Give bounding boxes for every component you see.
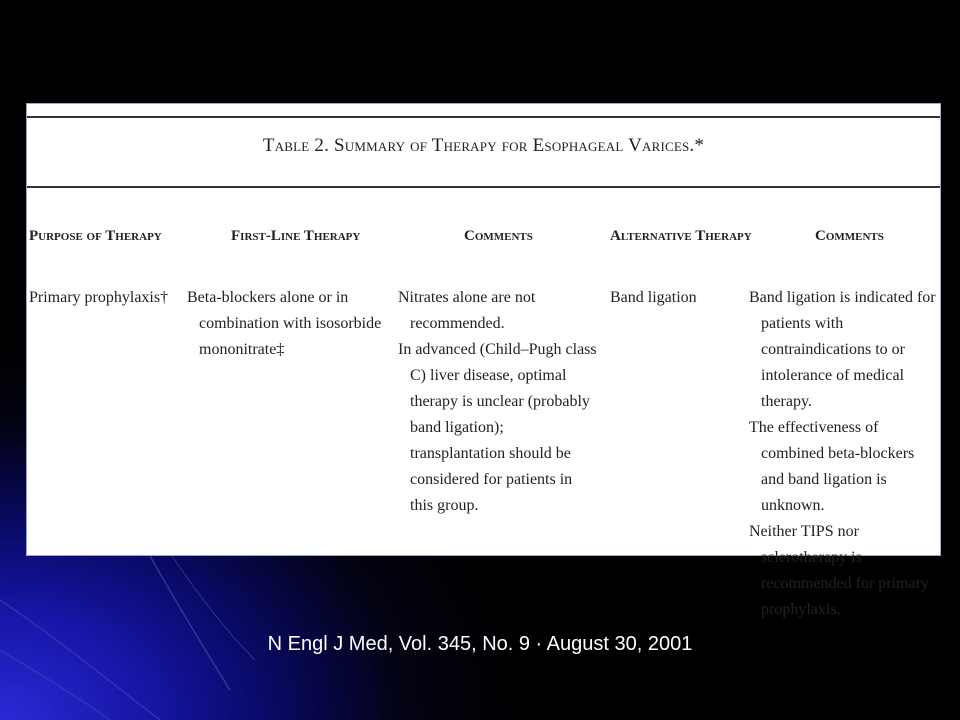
purpose-text: Primary prophylaxis†: [29, 289, 169, 306]
cell-comments-1: [398, 285, 598, 519]
first-line-text: Beta-blockers alone or in combination with isosorbide mononitrate‡: [187, 289, 382, 358]
comment-entry: Neither TIPS nor sclerotherapy is recommended for primary prophylaxis.: [749, 523, 929, 618]
comment-entry: Band ligation is indicated for patients with contraindications to or intolerance of medical therapy.: [749, 289, 936, 410]
comment-entry: The effectiveness of combined beta-blockers and band ligation is unknown.: [749, 419, 915, 514]
cell-comments-2: [749, 285, 940, 623]
cell-alternative: [610, 285, 750, 311]
comment-entry: In advanced (Child–Pugh class C) liver disease, optimal therapy is unclear (probably band ligation); transplantation should be considered for patients in this group.: [398, 341, 597, 514]
top-rule: [27, 116, 940, 118]
comment-entry: Nitrates alone are not recommended.: [398, 289, 536, 332]
therapy-table: [26, 103, 941, 618]
column-header-comments-2: Comments: [815, 228, 884, 244]
column-header-comments: Comments: [464, 228, 533, 244]
column-header-first-line: First-Line Therapy: [231, 228, 361, 244]
alternative-text: Band ligation: [610, 289, 697, 306]
column-header-alternative: Alternative Therapy: [610, 228, 752, 244]
cell-purpose: [29, 285, 189, 311]
header-rule: [27, 186, 940, 188]
cell-first-line: [187, 285, 387, 363]
table-title: Table 2. Summary of Therapy for Esophageal Varices.*: [262, 135, 705, 156]
column-header-purpose: Purpose of Therapy: [29, 228, 162, 244]
citation-caption: N Engl J Med, Vol. 345, No. 9 · August 30, 2001: [267, 633, 693, 655]
